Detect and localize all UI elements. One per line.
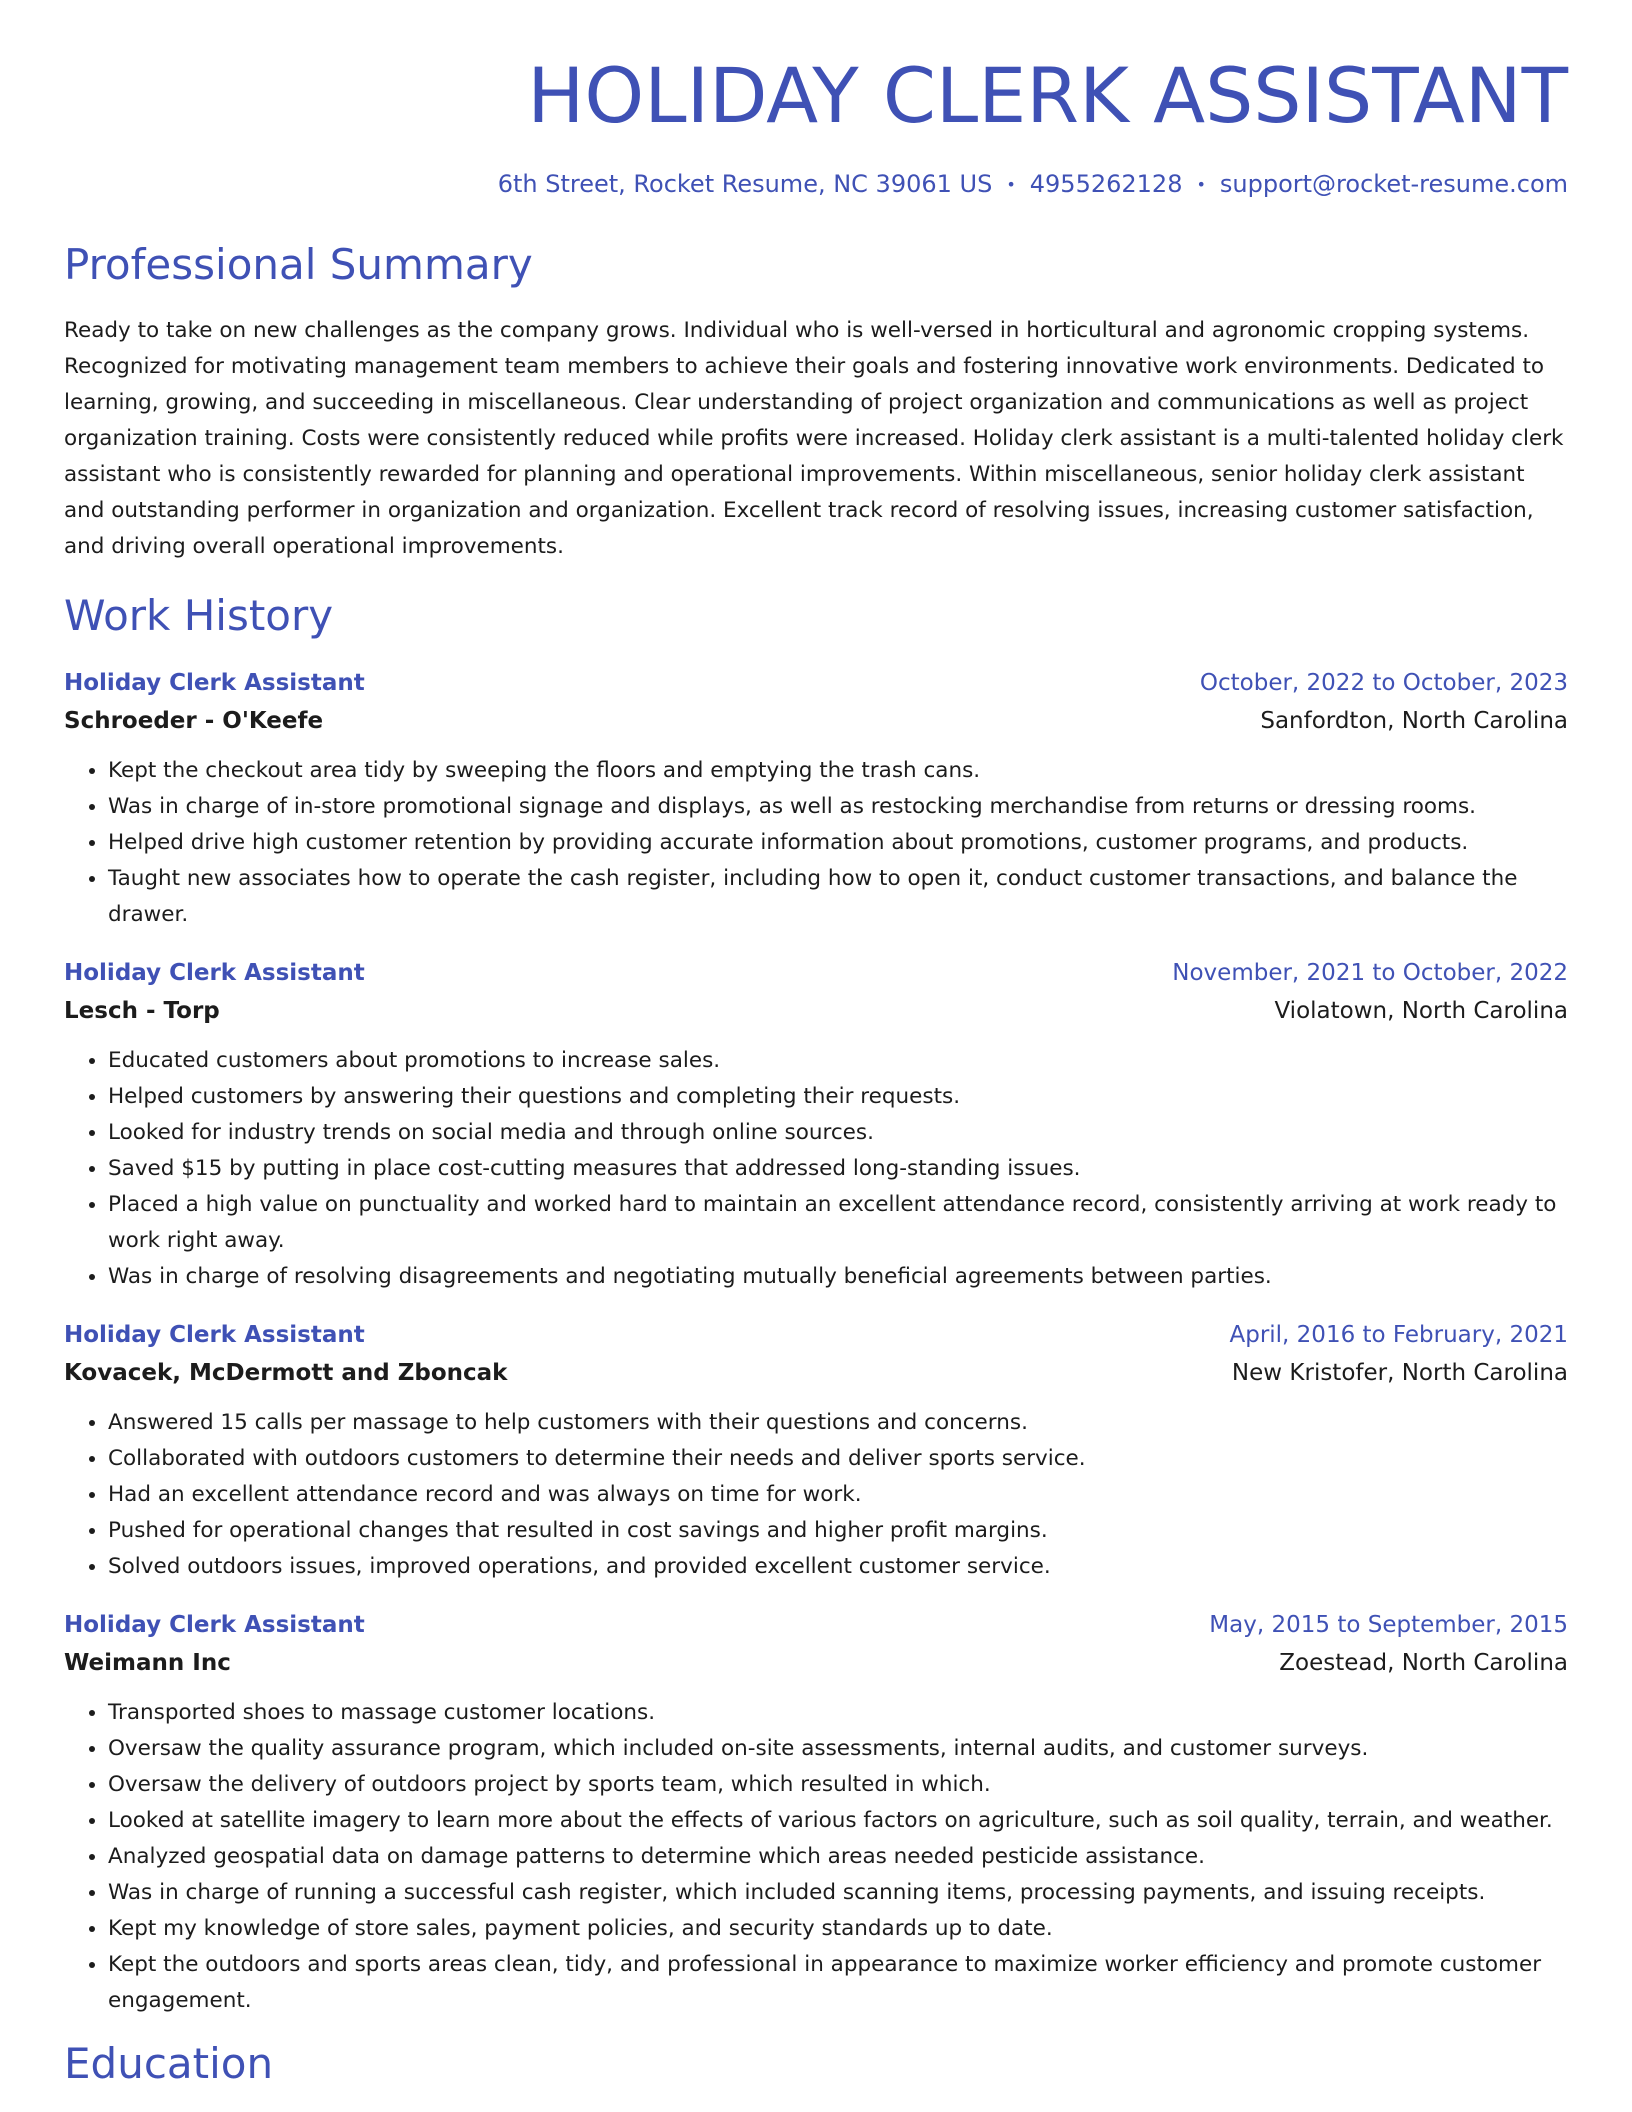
job-bullet-item: • Helped drive high customer retention by providing accurate information about promotions, customer programs, and products. bbox=[108, 825, 1568, 861]
job-bullet-item: • Had an excellent attendance record and was always on time for work. bbox=[108, 1477, 1568, 1513]
summary-text: Ready to take on new challenges as the company grows. Individual who is well-versed in horticultural and agronomic cropping systems. Recognized for motivating management team members to achieve their goals and fostering innovative work environments. Dedicated to learning, growing, and succeeding in miscellaneous. Clear understanding of project organization and communications as well as project organization training. Costs were consistently reduced while profits were increased. Holiday clerk assistant is a multi-talented holiday clerk assistant who is consistently rewarded for planning and operational improvements. Within miscellaneous, senior holiday clerk assistant and outstanding performer in organization and organization. Excellent track record of resolving issues, increasing customer satisfaction, and driving overall operational improvements. bbox=[64, 317, 1564, 559]
job-location: Zoestead, North Carolina bbox=[1279, 1650, 1568, 1677]
job-title: Holiday Clerk Assistant bbox=[64, 960, 365, 987]
job-bullet-item: • Placed a high value on punctuality and worked hard to maintain an excellent attendance record, consistently arriving at work ready to work right away. bbox=[108, 1187, 1568, 1259]
job-bullet-item: • Pushed for operational changes that resulted in cost savings and higher profit margins. bbox=[108, 1513, 1568, 1549]
job-entry bbox=[64, 1317, 1568, 1585]
job-bullet-item: • Looked for industry trends on social media and through online sources. bbox=[108, 1115, 1568, 1151]
job-bullet-item: • Saved $15 by putting in place cost-cutting measures that addressed long-standing issues. bbox=[108, 1151, 1568, 1187]
work-history-heading: Work History bbox=[64, 590, 334, 640]
job-bullet-item: • Taught new associates how to operate the cash register, including how to open it, conduct customer transactions, and balance the drawer. bbox=[108, 861, 1568, 933]
job-title: Holiday Clerk Assistant bbox=[64, 670, 365, 697]
job-bullet-item: • Oversaw the delivery of outdoors project by sports team, which resulted in which. bbox=[108, 1767, 1568, 1803]
separator-dot: • bbox=[1006, 175, 1016, 194]
job-company: Kovacek, McDermott and Zboncak bbox=[64, 1360, 508, 1387]
job-company-row bbox=[64, 1643, 1568, 1683]
job-title-row bbox=[64, 665, 1568, 701]
job-title: Holiday Clerk Assistant bbox=[64, 1322, 365, 1349]
work-history-list bbox=[64, 665, 1568, 2019]
job-bullets bbox=[64, 1043, 1568, 1295]
job-location: New Kristofer, North Carolina bbox=[1231, 1360, 1568, 1387]
job-title-row bbox=[64, 1317, 1568, 1353]
job-bullets bbox=[64, 1695, 1568, 2019]
contact-phone: 4955262128 bbox=[1029, 169, 1183, 198]
contact-email: support@rocket-resume.com bbox=[1219, 169, 1568, 198]
job-company-row bbox=[64, 1353, 1568, 1393]
job-bullet-item: • Collaborated with outdoors customers to determine their needs and deliver sports service. bbox=[108, 1441, 1568, 1477]
job-bullet-item: • Kept my knowledge of store sales, payment policies, and security standards up to date. bbox=[108, 1911, 1568, 1947]
job-company: Lesch - Torp bbox=[64, 998, 220, 1025]
job-bullet-item: • Analyzed geospatial data on damage patterns to determine which areas needed pesticide assistance. bbox=[108, 1839, 1568, 1875]
job-bullet-item: • Was in charge of resolving disagreements and negotiating mutually beneficial agreements between parties. bbox=[108, 1259, 1568, 1295]
job-title-row bbox=[64, 955, 1568, 991]
job-dates: May, 2015 to September, 2015 bbox=[1209, 1612, 1568, 1639]
summary-heading: Professional Summary bbox=[64, 240, 533, 290]
job-dates: October, 2022 to October, 2023 bbox=[1199, 670, 1568, 697]
resume-header bbox=[64, 0, 1568, 198]
job-bullet-item: • Was in charge of in-store promotional signage and displays, as well as restocking merchandise from returns or dressing rooms. bbox=[108, 789, 1568, 825]
job-entry bbox=[64, 665, 1568, 933]
job-entry bbox=[64, 1607, 1568, 2019]
resume-title: HOLIDAY CLERK ASSISTANT bbox=[527, 51, 1568, 140]
contact-address: 6th Street, Rocket Resume, NC 39061 US bbox=[497, 169, 993, 198]
job-company: Weimann Inc bbox=[64, 1650, 231, 1677]
job-bullet-item: • Helped customers by answering their questions and completing their requests. bbox=[108, 1079, 1568, 1115]
job-bullet-item: • Looked at satellite imagery to learn more about the effects of various factors on agriculture, such as soil quality, terrain, and weather. bbox=[108, 1803, 1568, 1839]
education-heading: Education bbox=[64, 2039, 274, 2089]
job-location: Violatown, North Carolina bbox=[1274, 998, 1568, 1025]
job-location: Sanfordton, North Carolina bbox=[1260, 708, 1568, 735]
job-company-row bbox=[64, 991, 1568, 1031]
job-title-row bbox=[64, 1607, 1568, 1643]
job-company: Schroeder - O'Keefe bbox=[64, 708, 324, 735]
job-bullet-item: • Transported shoes to massage customer locations. bbox=[108, 1695, 1568, 1731]
job-title: Holiday Clerk Assistant bbox=[64, 1612, 365, 1639]
job-bullet-item: • Oversaw the quality assurance program, which included on-site assessments, internal audits, and customer surveys. bbox=[108, 1731, 1568, 1767]
job-bullets bbox=[64, 753, 1568, 933]
job-entry bbox=[64, 955, 1568, 1295]
job-bullet-item: • Solved outdoors issues, improved operations, and provided excellent customer service. bbox=[108, 1549, 1568, 1585]
job-bullet-item: • Was in charge of running a successful cash register, which included scanning items, processing payments, and issuing receipts. bbox=[108, 1875, 1568, 1911]
job-bullet-item: • Kept the outdoors and sports areas clean, tidy, and professional in appearance to maximize worker efficiency and promote customer engagement. bbox=[108, 1947, 1568, 2019]
job-bullet-item: • Educated customers about promotions to increase sales. bbox=[108, 1043, 1568, 1079]
contact-line bbox=[64, 170, 1568, 199]
job-bullets bbox=[64, 1405, 1568, 1585]
job-dates: November, 2021 to October, 2022 bbox=[1172, 960, 1568, 987]
separator-dot: • bbox=[1196, 175, 1206, 194]
job-bullet-item: • Kept the checkout area tidy by sweeping the floors and emptying the trash cans. bbox=[108, 753, 1568, 789]
job-company-row bbox=[64, 701, 1568, 741]
job-dates: April, 2016 to February, 2021 bbox=[1229, 1322, 1568, 1349]
job-bullet-item: • Answered 15 calls per massage to help customers with their questions and concerns. bbox=[108, 1405, 1568, 1441]
